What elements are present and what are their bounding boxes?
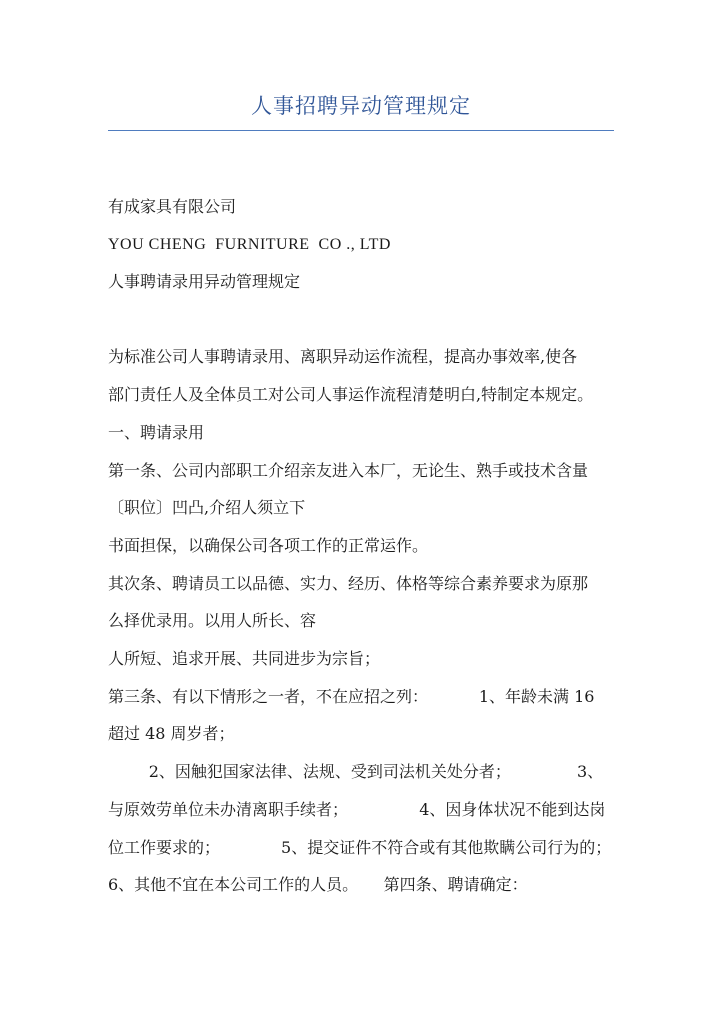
body-line: 6、其他不宜在本公司工作的人员。 第四条、聘请确定： (108, 875, 528, 894)
body-line: 与原效劳单位未办清离职手续者； 4、因身体状况不能到达岗 (108, 800, 606, 819)
section-heading: 一、聘请录用 (108, 423, 205, 442)
document-subtitle: 人事聘请录用异动管理规定 (108, 272, 301, 291)
body-line: 超过 48 周岁者； (108, 724, 235, 743)
body-line: 书面担保，以确保公司各项工作的正常运作。 (108, 536, 429, 555)
document-title: 人事招聘异动管理规定 (251, 94, 471, 118)
body-line: 其次条、聘请员工以品德、实力、经历、体格等综合素养要求为原那 (108, 574, 589, 593)
body-line: 么择优录用。以用人所长、容 (108, 611, 317, 630)
company-name-cn: 有成家具有限公司 (108, 197, 237, 216)
body-line: 〔职位〕凹凸,介绍人须立下 (108, 498, 306, 517)
company-name-en: YOU CHENG FURNITURE CO ., LTD (108, 236, 391, 253)
body-line: 位工作要求的； 5、提交证件不符合或有其他欺瞒公司行为的； (108, 838, 612, 857)
body-line: 人所短、追求开展、共同进步为宗旨； (108, 649, 381, 668)
body-line: 2、因触犯国家法律、法规、受到司法机关处分者； 3、 (108, 762, 604, 781)
body-line: 为标准公司人事聘请录用、离职异动运作流程，提高办事效率,使各 (108, 347, 578, 366)
body-line: 第三条、有以下情形之一者，不在应招之列： 1、年龄未满 16 (108, 687, 595, 706)
title-underline (108, 130, 614, 131)
body-line: 第一条、公司内部职工介绍亲友进入本厂，无论生、熟手或技术含量 (108, 461, 589, 480)
body-line: 部门责任人及全体员工对公司人事运作流程清楚明白,特制定本规定。 (108, 385, 594, 404)
